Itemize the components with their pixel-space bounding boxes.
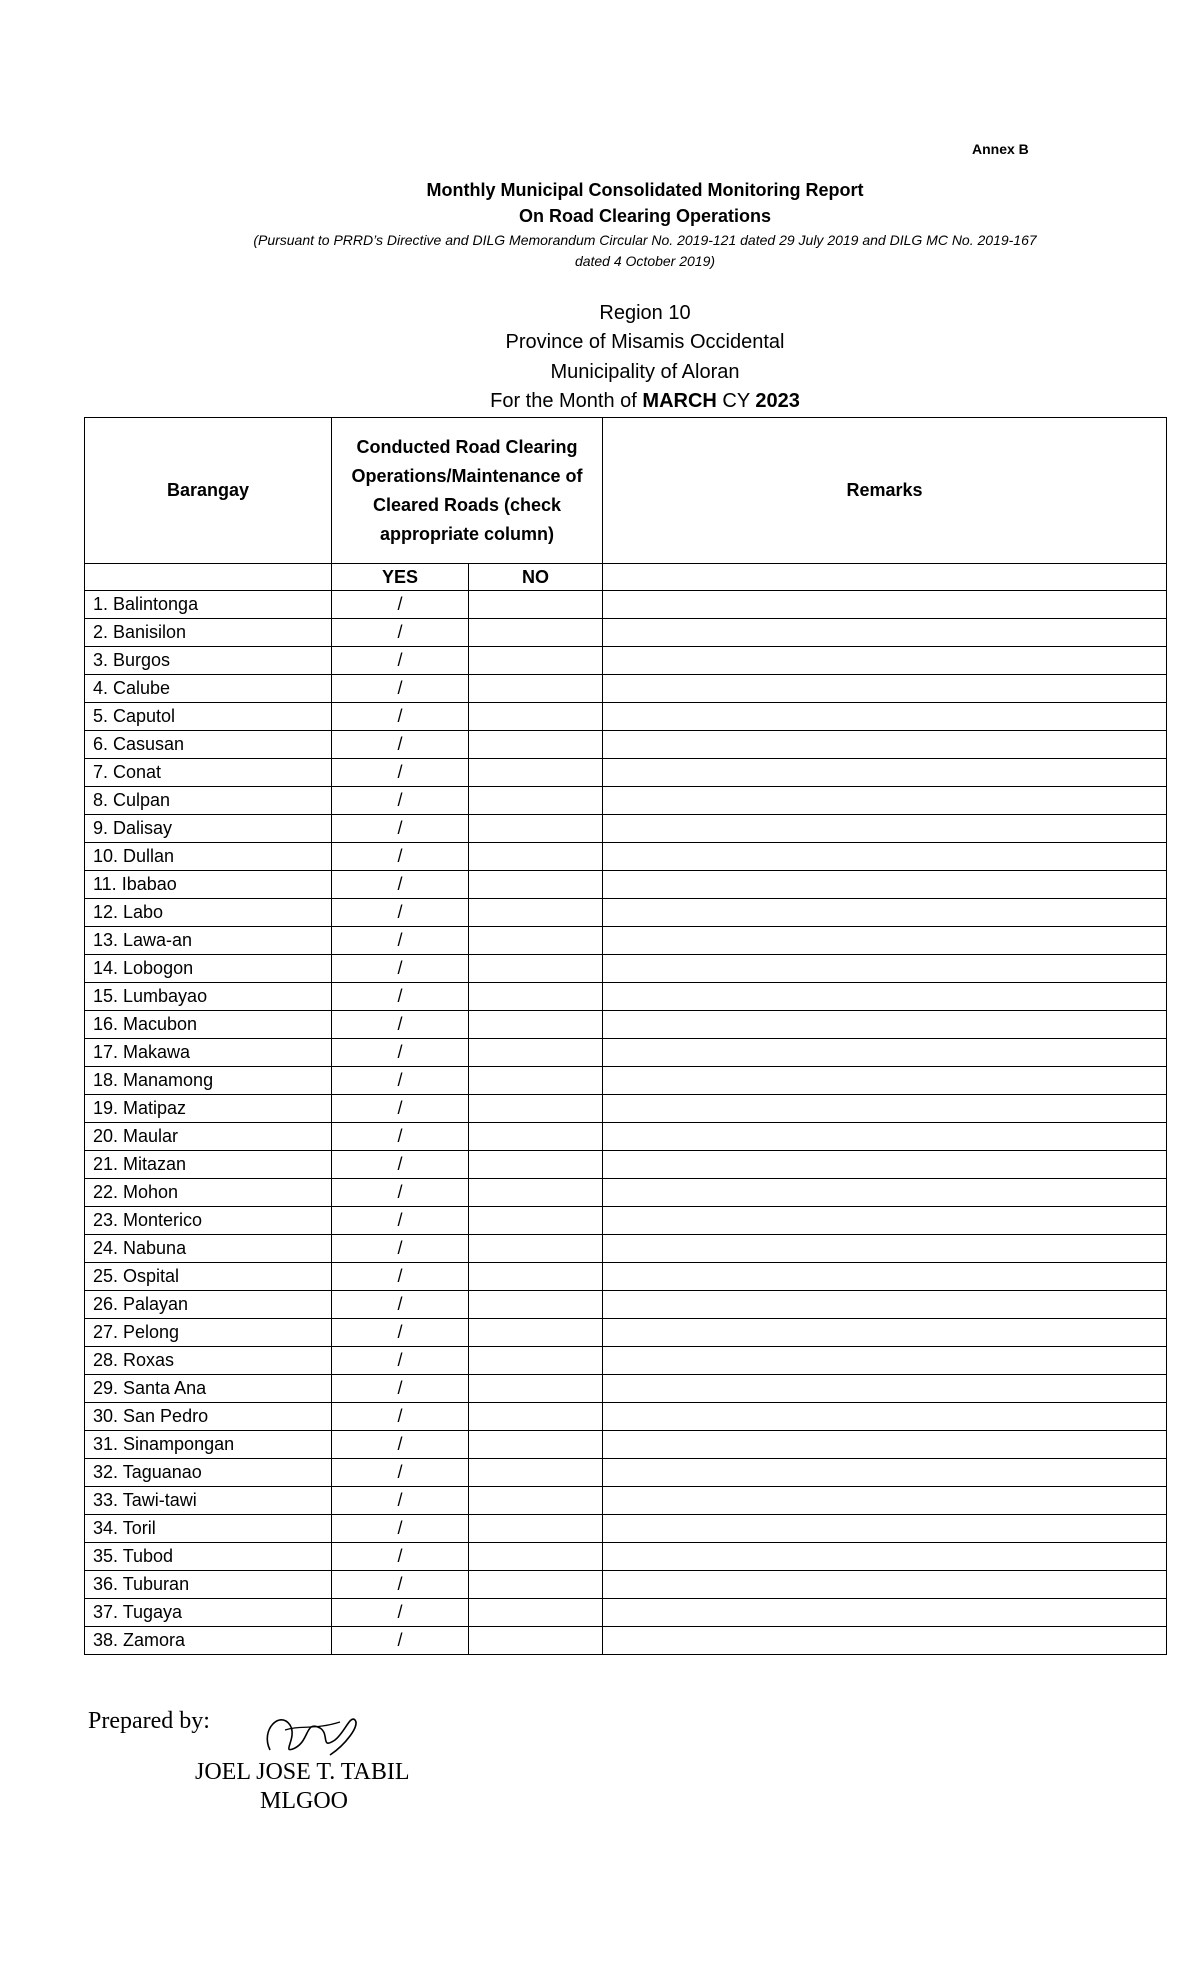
no-cell [469, 1515, 603, 1543]
no-cell [469, 1431, 603, 1459]
no-cell [469, 871, 603, 899]
remarks-cell [603, 1011, 1167, 1039]
remarks-cell [603, 1151, 1167, 1179]
table-row [85, 927, 1167, 955]
table-row [85, 871, 1167, 899]
yes-cell: / [332, 927, 469, 955]
remarks-cell [603, 1599, 1167, 1627]
yes-cell: / [332, 647, 469, 675]
remarks-cell [603, 1291, 1167, 1319]
no-cell [469, 955, 603, 983]
yes-cell: / [332, 619, 469, 647]
table-row [85, 1459, 1167, 1487]
citation-line-1: (Pursuant to PRRD’s Directive and DILG Memorandum Circular No. 2019-121 dated 29 July 2019 and DILG MC No. 2019-167 [253, 232, 1037, 248]
prepared-by-label: Prepared by: [88, 1708, 210, 1734]
table-row [85, 1011, 1167, 1039]
barangay-cell: 6. Casusan [85, 731, 332, 759]
yes-cell: / [332, 1095, 469, 1123]
remarks-cell [603, 1235, 1167, 1263]
barangay-cell: 4. Calube [85, 675, 332, 703]
barangay-cell: 36. Tuburan [85, 1571, 332, 1599]
no-cell [469, 1291, 603, 1319]
table-row [85, 1403, 1167, 1431]
table-row [85, 1095, 1167, 1123]
yes-cell: / [332, 591, 469, 619]
yes-cell: / [332, 703, 469, 731]
table-row [85, 1599, 1167, 1627]
header-barangay: Barangay [85, 418, 332, 564]
remarks-cell [603, 955, 1167, 983]
month-prefix: For the Month of [490, 390, 643, 412]
no-cell [469, 1011, 603, 1039]
barangay-cell: 3. Burgos [85, 647, 332, 675]
remarks-cell [603, 1123, 1167, 1151]
table-row [85, 1067, 1167, 1095]
barangay-cell: 35. Tubod [85, 1543, 332, 1571]
remarks-cell [603, 1627, 1167, 1655]
no-cell [469, 647, 603, 675]
no-cell [469, 1151, 603, 1179]
remarks-cell [603, 619, 1167, 647]
signatory-position: MLGOO [260, 1788, 348, 1814]
yes-cell: / [332, 1375, 469, 1403]
table-row [85, 1319, 1167, 1347]
yes-cell: / [332, 1207, 469, 1235]
yes-cell: / [332, 955, 469, 983]
no-cell [469, 759, 603, 787]
yes-cell: / [332, 1263, 469, 1291]
remarks-cell [603, 1095, 1167, 1123]
barangay-cell: 5. Caputol [85, 703, 332, 731]
barangay-cell: 2. Banisilon [85, 619, 332, 647]
table-row [85, 591, 1167, 619]
reporting-period [0, 390, 1200, 413]
table-row [85, 1375, 1167, 1403]
yes-cell: / [332, 1459, 469, 1487]
table-row [85, 1515, 1167, 1543]
no-cell [469, 1319, 603, 1347]
barangay-cell: 30. San Pedro [85, 1403, 332, 1431]
yes-cell: / [332, 1011, 469, 1039]
yes-cell: / [332, 675, 469, 703]
barangay-cell: 9. Dalisay [85, 815, 332, 843]
region: Region 10 [599, 302, 691, 324]
subheader-blank [85, 564, 332, 591]
barangay-cell: 23. Monterico [85, 1207, 332, 1235]
province: Province of Misamis Occidental [505, 331, 785, 353]
no-cell [469, 927, 603, 955]
no-cell [469, 619, 603, 647]
remarks-cell [603, 1459, 1167, 1487]
yes-cell: / [332, 843, 469, 871]
barangay-cell: 18. Manamong [85, 1067, 332, 1095]
no-cell [469, 1487, 603, 1515]
remarks-cell [603, 675, 1167, 703]
yes-cell: / [332, 1599, 469, 1627]
table-body [85, 591, 1167, 1655]
remarks-cell [603, 731, 1167, 759]
header-conducted: Conducted Road Clearing Operations/Maintenance of Cleared Roads (check appropriate column) [332, 418, 603, 564]
table-row [85, 731, 1167, 759]
barangay-cell: 11. Ibabao [85, 871, 332, 899]
barangay-cell: 12. Labo [85, 899, 332, 927]
table-row [85, 1487, 1167, 1515]
month: MARCH [642, 390, 717, 412]
table-row [85, 787, 1167, 815]
table-row [85, 1543, 1167, 1571]
no-cell [469, 1459, 603, 1487]
no-cell [469, 787, 603, 815]
year: 2023 [755, 390, 800, 412]
report-title: Monthly Municipal Consolidated Monitoring Report [426, 180, 864, 200]
annex-label: Annex B [972, 141, 1029, 157]
barangay-cell: 1. Balintonga [85, 591, 332, 619]
yes-cell: / [332, 787, 469, 815]
barangay-cell: 25. Ospital [85, 1263, 332, 1291]
no-cell [469, 1599, 603, 1627]
remarks-cell [603, 703, 1167, 731]
remarks-cell [603, 1487, 1167, 1515]
no-cell [469, 1179, 603, 1207]
remarks-cell [603, 983, 1167, 1011]
no-cell [469, 1627, 603, 1655]
barangay-cell: 34. Toril [85, 1515, 332, 1543]
barangay-cell: 19. Matipaz [85, 1095, 332, 1123]
remarks-cell [603, 1263, 1167, 1291]
table-row [85, 647, 1167, 675]
yes-cell: / [332, 983, 469, 1011]
remarks-cell [603, 899, 1167, 927]
remarks-cell [603, 1067, 1167, 1095]
barangay-cell: 8. Culpan [85, 787, 332, 815]
yes-cell: / [332, 1627, 469, 1655]
yes-cell: / [332, 1543, 469, 1571]
no-cell [469, 1067, 603, 1095]
table-row [85, 1263, 1167, 1291]
yes-cell: / [332, 1235, 469, 1263]
barangay-cell: 14. Lobogon [85, 955, 332, 983]
table-row [85, 1627, 1167, 1655]
remarks-cell [603, 1207, 1167, 1235]
table-row [85, 1347, 1167, 1375]
no-cell [469, 1207, 603, 1235]
yes-cell: / [332, 731, 469, 759]
yes-cell: / [332, 1291, 469, 1319]
remarks-cell [603, 1039, 1167, 1067]
remarks-cell [603, 591, 1167, 619]
yes-cell: / [332, 1067, 469, 1095]
remarks-cell [603, 1375, 1167, 1403]
remarks-cell [603, 1347, 1167, 1375]
remarks-cell [603, 1319, 1167, 1347]
barangay-cell: 15. Lumbayao [85, 983, 332, 1011]
remarks-cell [603, 1179, 1167, 1207]
barangay-cell: 22. Mohon [85, 1179, 332, 1207]
barangay-cell: 10. Dullan [85, 843, 332, 871]
barangay-cell: 29. Santa Ana [85, 1375, 332, 1403]
no-cell [469, 1039, 603, 1067]
barangay-cell: 32. Taguanao [85, 1459, 332, 1487]
yes-cell: / [332, 1403, 469, 1431]
table-row [85, 1151, 1167, 1179]
table-row [85, 703, 1167, 731]
barangay-cell: 16. Macubon [85, 1011, 332, 1039]
remarks-cell [603, 1515, 1167, 1543]
table-header-row [85, 418, 1167, 564]
no-cell [469, 1571, 603, 1599]
no-cell [469, 843, 603, 871]
remarks-cell [603, 1543, 1167, 1571]
header-remarks: Remarks [603, 418, 1167, 564]
yes-cell: / [332, 899, 469, 927]
yes-cell: / [332, 1039, 469, 1067]
table-row [85, 759, 1167, 787]
barangay-cell: 37. Tugaya [85, 1599, 332, 1627]
signatory-name: JOEL JOSE T. TABIL [195, 1759, 410, 1785]
table-row [85, 1431, 1167, 1459]
barangay-cell: 24. Nabuna [85, 1235, 332, 1263]
header-yes: YES [332, 564, 469, 591]
barangay-cell: 13. Lawa-an [85, 927, 332, 955]
yes-cell: / [332, 759, 469, 787]
table-row [85, 1235, 1167, 1263]
remarks-cell [603, 843, 1167, 871]
yes-cell: / [332, 1487, 469, 1515]
table-row [85, 899, 1167, 927]
table-row [85, 675, 1167, 703]
no-cell [469, 983, 603, 1011]
table-row [85, 983, 1167, 1011]
barangay-cell: 27. Pelong [85, 1319, 332, 1347]
barangay-cell: 21. Mitazan [85, 1151, 332, 1179]
yes-cell: / [332, 1123, 469, 1151]
no-cell [469, 1347, 603, 1375]
remarks-cell [603, 647, 1167, 675]
no-cell [469, 1263, 603, 1291]
report-subtitle: On Road Clearing Operations [518, 206, 772, 226]
no-cell [469, 703, 603, 731]
remarks-cell [603, 1431, 1167, 1459]
table-row [85, 1179, 1167, 1207]
remarks-cell [603, 927, 1167, 955]
monitoring-table [84, 417, 1167, 1655]
no-cell [469, 591, 603, 619]
no-cell [469, 1543, 603, 1571]
no-cell [469, 1123, 603, 1151]
yes-cell: / [332, 815, 469, 843]
barangay-cell: 31. Sinampongan [85, 1431, 332, 1459]
barangay-cell: 28. Roxas [85, 1347, 332, 1375]
yes-cell: / [332, 1347, 469, 1375]
yes-cell: / [332, 871, 469, 899]
citation-line-2: dated 4 October 2019) [574, 253, 716, 269]
table-row [85, 1039, 1167, 1067]
table-row [85, 1291, 1167, 1319]
table-row [85, 619, 1167, 647]
table-row [85, 815, 1167, 843]
yes-cell: / [332, 1571, 469, 1599]
table-subheader-row [85, 564, 1167, 591]
no-cell [469, 1375, 603, 1403]
no-cell [469, 815, 603, 843]
no-cell [469, 1095, 603, 1123]
remarks-cell [603, 871, 1167, 899]
barangay-cell: 26. Palayan [85, 1291, 332, 1319]
barangay-cell: 33. Tawi-tawi [85, 1487, 332, 1515]
barangay-cell: 38. Zamora [85, 1627, 332, 1655]
remarks-cell [603, 787, 1167, 815]
table-row [85, 1207, 1167, 1235]
remarks-cell [603, 815, 1167, 843]
citation [190, 230, 1100, 272]
header-no: NO [469, 564, 603, 591]
remarks-cell [603, 1571, 1167, 1599]
table-row [85, 1571, 1167, 1599]
table-row [85, 843, 1167, 871]
barangay-cell: 17. Makawa [85, 1039, 332, 1067]
yes-cell: / [332, 1179, 469, 1207]
yes-cell: / [332, 1319, 469, 1347]
no-cell [469, 899, 603, 927]
no-cell [469, 1235, 603, 1263]
no-cell [469, 731, 603, 759]
no-cell [469, 675, 603, 703]
municipality: Municipality of Aloran [550, 361, 740, 383]
cy-label: CY [716, 390, 756, 412]
barangay-cell: 7. Conat [85, 759, 332, 787]
table-row [85, 1123, 1167, 1151]
yes-cell: / [332, 1515, 469, 1543]
yes-cell: / [332, 1151, 469, 1179]
barangay-cell: 20. Maular [85, 1123, 332, 1151]
subheader-remarks-blank [603, 564, 1167, 591]
no-cell [469, 1403, 603, 1431]
yes-cell: / [332, 1431, 469, 1459]
remarks-cell [603, 1403, 1167, 1431]
remarks-cell [603, 759, 1167, 787]
table-row [85, 955, 1167, 983]
